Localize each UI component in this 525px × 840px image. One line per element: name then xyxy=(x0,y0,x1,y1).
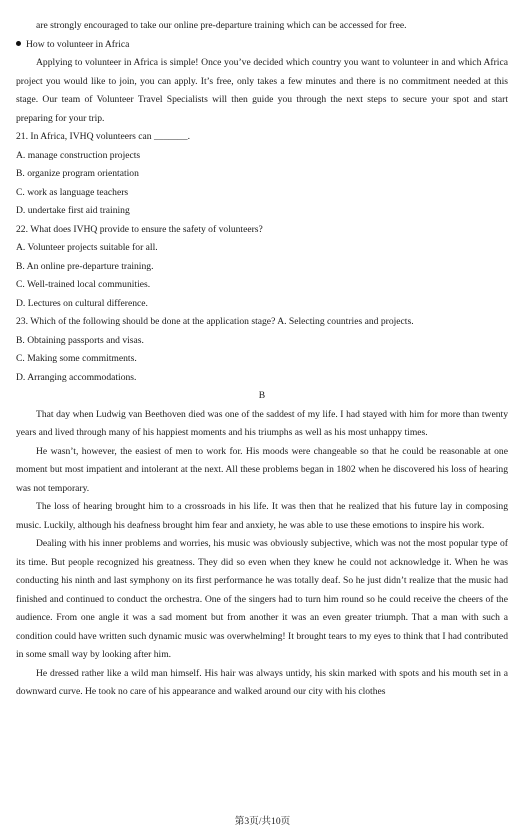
answer-option: D. undertake first aid training xyxy=(16,205,130,216)
answer-option: D. Lectures on cultural difference. xyxy=(16,297,148,309)
document-page xyxy=(16,17,508,702)
answer-option: B. Obtaining passports and visas. xyxy=(16,334,144,346)
page-footer: 第3页/共10页 xyxy=(234,816,291,827)
question-23 xyxy=(16,313,508,387)
passage-paragraph: He wasn’t, however, the easiest of men to work for. His moods were changeable so that he could be reasonable at one moment but most impatient and intolerant at the next. All these problems began in 1802 when he discovered his loss of hearing was not temporary. xyxy=(16,445,508,494)
passage-paragraph: That day when Ludwig van Beethoven died was one of the saddest of my life. I had stayed with him for more than twenty years and lived through many of his happiest moments and his triumphs as well as his most unhappy times. xyxy=(16,408,508,438)
question-stem: 23. Which of the following should be done at the application stage? A. Selecting countries and projects. xyxy=(16,316,414,327)
answer-option: D. Arranging accommodations. xyxy=(16,371,137,383)
passage-paragraph: The loss of hearing brought him to a crossroads in his life. It was then that he realized that his future lay in composing music. Luckily, although his deafness brought him fear and anxiety, he was able to use these emotions to inspire his work. xyxy=(16,501,508,531)
question-stem: 22. What does IVHQ provide to ensure the safety of volunteers? xyxy=(16,223,263,235)
answer-option: A. manage construction projects xyxy=(16,149,141,161)
passage-paragraph: Dealing with his inner problems and worries, his music was obviously subjective, which was not the most popular type of its time. But people recognized his greatness. They did so even when they knew he could not acknowledge it. When he was conducting his ninth and last symphony on its first performance he was totally deaf. So he just didn’t realize that the music had finished and continued to conduct the orchestra. One of the singers had to turn him round so he could receive the cheers of the audience. From one angle it was a sad moment but from another it was an even greater triumph. That a man with such a condition could have written such dynamic music was overwhelming! It brought tears to my eyes to think that I had contributed in some small way by looking after him. xyxy=(16,538,508,660)
question-22 xyxy=(16,221,508,314)
question-21 xyxy=(16,128,508,221)
apply-paragraph: Applying to volunteer in Africa is simple! Once you’ve decided which country you want to volunteer in and which Africa project you would like to join, you can apply. It’s free, only takes a few minutes and there is no commitment needed at this stage. Our team of Volunteer Travel Specialists will then guide you through the next steps to secure your spot and start preparing for your trip. xyxy=(16,57,508,124)
question-stem: 21. In Africa, IVHQ volunteers can _______. xyxy=(16,131,190,142)
section-heading xyxy=(16,36,508,55)
answer-option: C. Making some commitments. xyxy=(16,353,137,364)
intro-tail-text: are strongly encouraged to take our online pre-departure training which can be accessed for free. xyxy=(36,20,407,31)
passage-paragraph: He dressed rather like a wild man himself. His hair was always untidy, his skin marked with spots and his mouth set in a downward curve. He took no care of his appearance and walked around our city with his clothes xyxy=(16,667,508,697)
section-b-heading: B xyxy=(258,390,266,401)
answer-option: C. Well-trained local communities. xyxy=(16,279,151,290)
answer-option: B. An online pre-departure training. xyxy=(16,260,154,272)
answer-option: B. organize program orientation xyxy=(16,168,139,179)
answer-option: C. work as language teachers xyxy=(16,186,129,198)
answer-option: A. Volunteer projects suitable for all. xyxy=(16,242,158,253)
bullet-icon xyxy=(16,41,21,46)
heading-text: How to volunteer in Africa xyxy=(26,38,130,50)
